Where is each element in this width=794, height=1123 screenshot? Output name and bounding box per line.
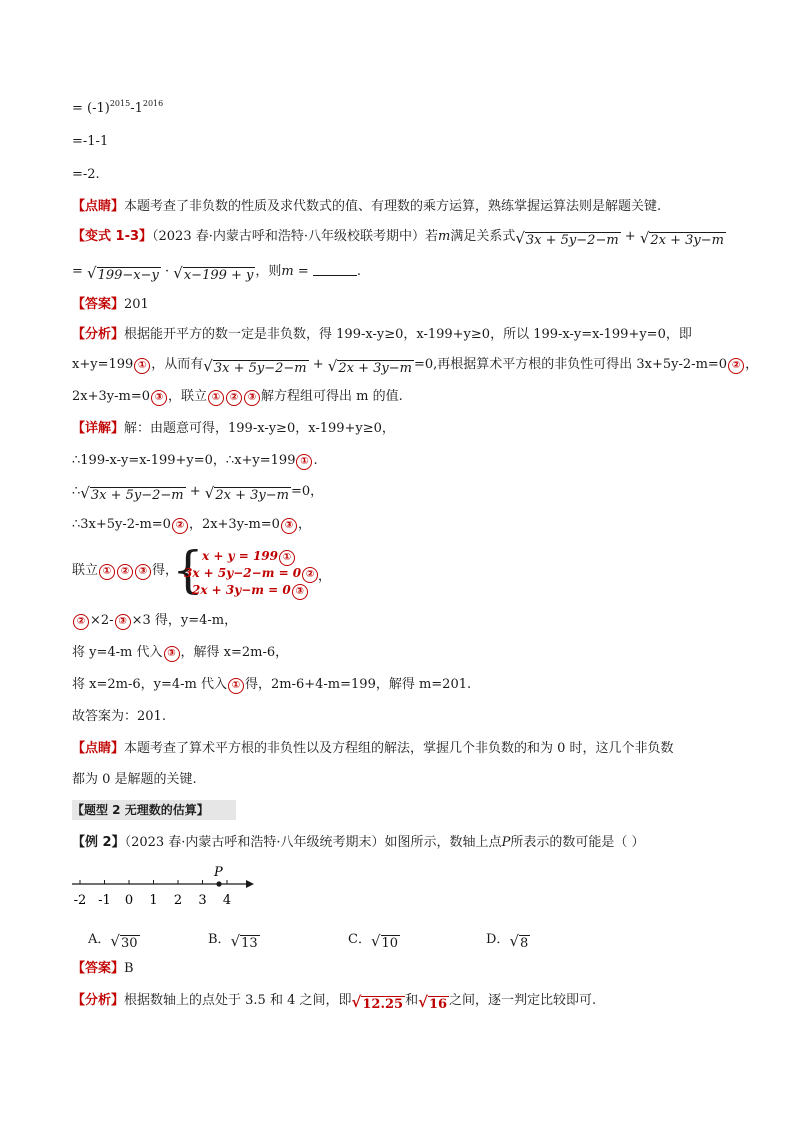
question-text: （2023 春·内蒙古呼和浩特·八年级统考期末）如图所示，数轴上点	[124, 835, 502, 850]
number-line-figure	[70, 862, 270, 910]
circled-number-1: ①	[99, 564, 115, 580]
calc-line-2: =-1-1	[72, 134, 109, 149]
system-equation-1: x + y = 199 ①	[202, 549, 296, 566]
system-intro	[72, 562, 178, 580]
solution-text: ∴	[72, 484, 81, 499]
comment-tag: 【点睛】	[72, 741, 125, 756]
var-m: m	[438, 229, 451, 244]
choice-c[interactable]: C． √ 10	[348, 932, 399, 951]
analysis-line-3	[72, 388, 403, 406]
solution-text: ×2-	[90, 613, 114, 628]
solution-line-2	[72, 452, 318, 470]
sqrt-expression: √ 199−x−y	[87, 264, 159, 283]
analysis-text: x+y=199	[72, 357, 134, 372]
tick-label--2: -2	[73, 893, 87, 908]
analysis-text: ，	[745, 357, 759, 372]
axis-arrow	[246, 880, 254, 888]
tick-label-2: 2	[173, 893, 183, 908]
calc-line-3: =-2.	[72, 167, 100, 182]
comment-text: 本题考查了非负数的性质及求代数式的值、有理数的乘方运算，熟练掌握运算法则是解题关键.	[124, 199, 662, 214]
analysis-text: ，联立	[168, 389, 208, 404]
answer-choices	[88, 928, 648, 951]
comment-line-3: 都为 0 是解题的关键.	[72, 772, 197, 787]
solution-text: ×3 得，y=4-m，	[131, 613, 238, 628]
comment-text: 本题考查了算术平方根的非负性以及方程组的解法，掌握几个非负数的和为 0 时，这几个非负数	[124, 741, 674, 756]
calc-line-1	[72, 100, 163, 118]
solution-text: 将 x=2m-6，y=4-m 代入	[72, 677, 227, 692]
solution-text: ，2x+3y-m=0	[188, 517, 280, 532]
circled-number-2: ②	[117, 564, 133, 580]
solution-text: 解：由题意可得，199-x-y≥0，x-199+y≥0，	[124, 421, 395, 436]
answer-tag: 【答案】	[72, 297, 125, 312]
tick-label-0: 0	[124, 893, 134, 908]
solution-text: ，	[297, 517, 311, 532]
circled-number-3: ③	[115, 614, 131, 630]
variant-question-line-1	[72, 228, 726, 248]
circled-number-3: ③	[281, 518, 297, 534]
calc-text: -1	[130, 101, 143, 116]
point-p-label: P	[501, 835, 511, 850]
answer-line-2	[72, 960, 134, 978]
tick-label--1: -1	[98, 893, 111, 908]
circled-number-1: ①	[208, 390, 224, 406]
tick-label-1: 1	[149, 893, 158, 908]
analysis-text: 之间，逐一判定比较即可.	[449, 993, 597, 1008]
circled-number-3: ③	[244, 390, 260, 406]
calc-text: = (-1)	[72, 101, 110, 116]
dot-sign: ·	[160, 264, 174, 279]
sqrt-expression: √ 3x + 5y−2−m	[515, 229, 619, 248]
comma: ，	[318, 569, 332, 584]
analysis-text: 和	[405, 993, 419, 1008]
circled-number-2: ②	[172, 518, 188, 534]
analysis-text: 2x+3y-m=0	[72, 389, 150, 404]
solution-step-4: 故答案为：201.	[72, 709, 166, 724]
analysis-text: 根据能开平方的数一定是非负数，得 199-x-y≥0，x-199+y≥0，所以 199-x-y=x-199+y=0，即	[124, 327, 692, 342]
circled-number-2: ②	[73, 614, 89, 630]
solution-text: 得，2m-6+4-m=199，解得 m=201.	[244, 677, 472, 692]
plus-sign: +	[620, 229, 640, 244]
circled-number-3: ③	[135, 564, 151, 580]
solution-text: 得，	[152, 563, 179, 578]
answer-line	[72, 296, 149, 314]
plus-sign: +	[308, 357, 328, 372]
solution-step-1	[72, 612, 237, 630]
answer-tag: 【答案】	[72, 961, 125, 976]
solution-line-4	[72, 516, 311, 534]
sqrt-expression: √ 2x + 3y−m	[639, 229, 725, 248]
circled-number-1: ①	[134, 358, 150, 374]
solution-text: 联立	[72, 563, 99, 578]
variant-question-line-2	[72, 263, 361, 283]
period: .	[356, 264, 362, 279]
variant-tag: 【变式 1-3】	[72, 229, 153, 244]
point-p-label: P	[214, 865, 223, 880]
example-tag: 【例 2】	[72, 835, 125, 850]
section-heading: 【题型 2 无理数的估算】	[72, 803, 209, 817]
sqrt-expression: √ x−199 + y	[173, 264, 254, 283]
question-text: ，则	[255, 264, 282, 279]
analysis-line-ex2	[72, 992, 596, 1012]
circled-number-2: ②	[728, 358, 744, 374]
equation-system	[172, 541, 372, 605]
circled-number-2: ②	[226, 390, 242, 406]
solution-text: .	[313, 453, 318, 468]
circled-number-3: ③	[151, 390, 167, 406]
analysis-text: 解方程组可得出 m 的值.	[261, 389, 403, 404]
example-question	[72, 834, 644, 852]
solution-text: ，解得 x=2m-6，	[180, 645, 289, 660]
sqrt-expression: √ 3x + 5y−2−m	[203, 357, 307, 376]
solution-line-1	[72, 420, 395, 438]
question-text: （2023 春·内蒙古呼和浩特·八年级校联考期中）若	[152, 229, 438, 244]
comment-line	[72, 198, 661, 216]
answer-value: 201	[124, 297, 149, 312]
sqrt-expression: √ 2x + 3y−m	[327, 357, 412, 376]
solution-step-2	[72, 644, 288, 662]
solution-text: 将 y=4-m 代入	[72, 645, 163, 660]
equals-sign: =	[72, 264, 88, 279]
analysis-text: ，从而有	[151, 357, 204, 372]
sqrt-expression: √ 2x + 3y−m	[204, 484, 289, 503]
sqrt-expression: √ 12.25	[351, 993, 404, 1012]
circled-number-1: ①	[228, 678, 244, 694]
tick-label-4: 4	[222, 893, 232, 908]
analysis-tag: 【分析】	[72, 993, 125, 1008]
choice-d[interactable]: D． √ 8	[486, 932, 529, 951]
solution-step-3	[72, 676, 471, 694]
circled-number-1: ①	[296, 454, 312, 470]
exponent: 2015	[109, 99, 131, 108]
choice-a[interactable]: A． √ 30	[88, 932, 138, 951]
var-m: m	[281, 264, 294, 279]
solution-text: =0，	[290, 484, 324, 499]
exponent: 2016	[142, 99, 164, 108]
solution-text: ∴199-x-y=x-199+y=0，∴x+y=199	[72, 453, 296, 468]
tick-label-3: 3	[198, 893, 207, 908]
equals-sign: =	[293, 264, 313, 279]
answer-value: B	[124, 961, 134, 976]
comment-line-2	[72, 740, 674, 758]
system-equation-2: 3x + 5y−2−m = 0 ②	[184, 566, 319, 583]
comment-tag: 【点睛】	[72, 199, 125, 214]
left-brace: {	[172, 541, 204, 599]
analysis-line-2	[72, 356, 758, 376]
solution-line-3	[72, 483, 323, 503]
question-text: 满足关系式	[450, 229, 516, 244]
analysis-text: 根据数轴上的点处于 3.5 和 4 之间，即	[124, 993, 352, 1008]
answer-blank	[313, 263, 357, 276]
analysis-text: =0,再根据算术平方根的非负性可得出 3x+5y-2-m=0	[413, 357, 728, 372]
plus-sign: +	[185, 484, 205, 499]
circled-number-3: ③	[164, 646, 180, 662]
solution-tag: 【详解】	[72, 421, 125, 436]
sqrt-expression: √ 16	[418, 993, 448, 1012]
analysis-tag: 【分析】	[72, 327, 125, 342]
system-equation-3: 2x + 3y−m = 0 ③	[192, 583, 309, 600]
choice-b[interactable]: B． √ 13	[208, 932, 258, 951]
question-text: 所表示的数可能是（ ）	[510, 835, 645, 850]
sqrt-expression: √ 3x + 5y−2−m	[80, 484, 184, 503]
analysis-line-1	[72, 326, 692, 344]
point-p-dot	[216, 881, 221, 886]
solution-text: ∴3x+5y-2-m=0	[72, 517, 171, 532]
